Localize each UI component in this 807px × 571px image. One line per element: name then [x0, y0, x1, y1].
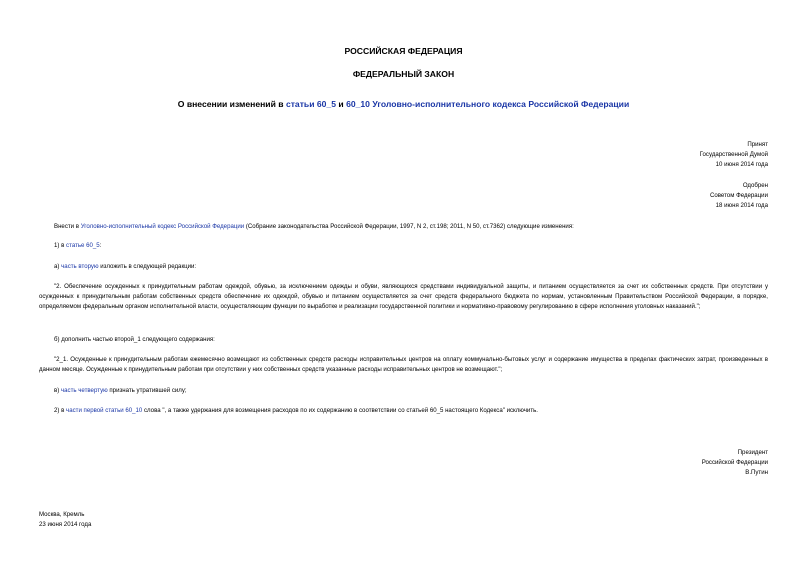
quote-1-paragraph: "2. Обеспечение осужденных к принудительным работам одеждой, обувью, за исключением одежды и обуви, являющихся средствами индивидуальной защиты, и питанием осуществляется за счет их собственных средств. При отсутствии у осужденных к принудительным работам собственных средств обеспечение их одеждой, обувью и питанием осуществляется за счет средств федерального бюджета по нормам, установленным Правительством Российской Федерации, в порядке, определяемом федеральным органом исполнительной власти, осуществляющим функции по выработке и реализации государственной политики и нормативно-правовому регулированию в сфере исполнения уголовных наказаний."; — [39, 283, 768, 311]
item-b-paragraph: б) дополнить частью второй_1 следующего содержания: — [54, 336, 215, 343]
link-criminal-executive-code[interactable]: Уголовно-исполнительный кодекс Российской Федерации — [80, 223, 245, 230]
approved-line-1: Одобрен — [742, 182, 768, 189]
approved-line-3: 18 июня 2014 года — [715, 202, 768, 210]
signature-line-1: Президент — [737, 449, 768, 456]
signature-block — [702, 448, 768, 478]
item-1-pre: 1) в — [54, 242, 67, 249]
adoption-approved — [710, 181, 768, 211]
link-article-60-5[interactable]: статье 60_5 — [66, 242, 100, 249]
intro-paragraph — [39, 222, 768, 232]
item-1-paragraph — [39, 241, 768, 251]
intro-text-pre: Внести в — [54, 223, 81, 230]
signature-line-3: В.Путин — [745, 469, 768, 477]
quote-2-paragraph: "2_1. Осужденные к принудительным работам ежемесячно возмещают из собственных средств расходы исправительных центров на оплату коммунально-бытовых услуг и содержание имущества в пределах фактических затрат, произведенных в данном месяце. Осужденные к принудительным работам при отсутствии у них собственных средств указанные расходы исправительных центров не возмещают."; — [39, 356, 768, 374]
item-a-pre: а) — [54, 263, 62, 270]
place-date-block — [39, 510, 91, 530]
item-1-post: : — [99, 242, 102, 249]
item-2-paragraph — [39, 406, 768, 416]
title-link-article-60-10[interactable]: 60_10 Уголовно-исполнительного кодекса Российской Федерации — [346, 99, 630, 109]
accepted-line-2: Государственной Думой — [699, 151, 768, 159]
country-heading: РОССИЙСКАЯ ФЕДЕРАЦИЯ — [344, 46, 463, 56]
item-a-paragraph — [39, 262, 768, 272]
law-title-prefix: О внесении изменений в — [177, 99, 286, 109]
law-title-mid: и — [336, 99, 347, 109]
date-line: 23 июня 2014 года — [39, 521, 92, 529]
item-2-pre: 2) в — [54, 407, 67, 414]
link-part-two[interactable]: часть вторую — [61, 263, 99, 270]
intro-text-post: (Собрание законодательства Российской Федерации, 1997, N 2, ст.198; 2011, N 50, ст.7362) следующие изменения: — [244, 223, 574, 230]
link-part-four[interactable]: часть четвертую — [60, 387, 108, 394]
place-line: Москва, Кремль — [39, 511, 85, 518]
adoption-accepted — [700, 140, 768, 170]
item-2-post: слова ", а также удержания для возмещения расходов по их содержанию в соответствии со статьей 60_5 настоящего Кодекса" исключить. — [142, 407, 538, 414]
item-v-paragraph — [39, 386, 768, 396]
signature-line-2: Российской Федерации — [701, 459, 768, 467]
item-a-post: изложить в следующей редакции: — [98, 263, 197, 270]
link-part-one-article-60-10[interactable]: части первой статьи 60_10 — [66, 407, 143, 414]
accepted-line-1: Принят — [747, 141, 768, 148]
title-link-article-60-5[interactable]: статьи 60_5 — [285, 99, 336, 109]
item-v-pre: в) — [54, 387, 61, 394]
accepted-line-3: 10 июня 2014 года — [715, 161, 768, 169]
doc-type-heading: ФЕДЕРАЛЬНЫЙ ЗАКОН — [352, 69, 455, 79]
law-title — [0, 99, 807, 109]
approved-line-2: Советом Федерации — [709, 192, 768, 200]
item-v-post: признать утратившей силу; — [107, 387, 187, 394]
